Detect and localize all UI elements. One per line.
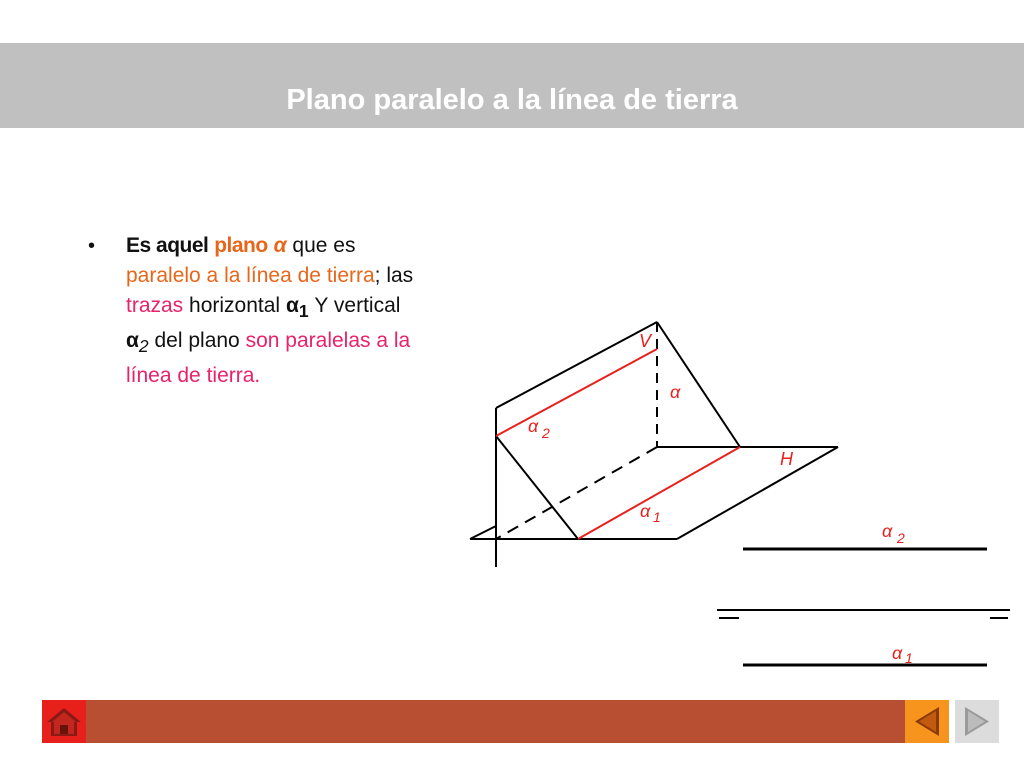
- alpha2-symbol: α: [126, 329, 139, 353]
- navigation-bar: [42, 700, 998, 743]
- text-trazas: trazas: [126, 294, 184, 317]
- bullet-text: [126, 231, 426, 391]
- proj-label-alpha2-symbol: α: [882, 521, 893, 541]
- label-v: V: [639, 331, 652, 351]
- text-alpha2: [126, 329, 149, 357]
- proj-label-alpha1-symbol: α: [892, 643, 903, 663]
- text-son-paralelas: son paralelas a la línea de tierra.: [126, 329, 411, 388]
- home-button[interactable]: [42, 700, 86, 743]
- text-las: ; las: [374, 264, 414, 287]
- text-horizontal: horizontal: [189, 294, 281, 317]
- v-plane-top-edge: [496, 322, 657, 408]
- trace-alpha1-line: [578, 447, 740, 539]
- next-slide-button[interactable]: [955, 700, 999, 743]
- h-plane-left-edge: [470, 526, 496, 539]
- text-y-vertical: Y vertical: [308, 294, 401, 317]
- label-alpha1-symbol: α: [640, 501, 651, 521]
- text-que-es: que es: [286, 234, 356, 257]
- text-alpha: α: [273, 234, 287, 257]
- label-alpha: α: [670, 382, 681, 402]
- h-plane-right-edge: [677, 447, 838, 539]
- home-icon: [42, 700, 86, 743]
- alpha2-subscript: 2: [138, 336, 149, 357]
- label-h: H: [780, 449, 793, 469]
- alpha1-subscript: 1: [298, 301, 309, 322]
- bullet-dot: •: [88, 235, 96, 257]
- text-alpha1: [285, 294, 309, 322]
- alpha1-symbol: α: [285, 294, 299, 317]
- projection-diagram: [460, 315, 1020, 690]
- proj-label-alpha2: [882, 521, 905, 546]
- text-del-plano: del plano: [154, 329, 240, 353]
- label-alpha2-symbol: α: [528, 416, 539, 436]
- label-alpha2: [528, 416, 550, 441]
- text-es-aquel: Es aquel: [126, 234, 209, 257]
- text-paralelo: paralelo a la línea de tierra: [126, 264, 375, 287]
- triangle-left-icon: [905, 700, 949, 743]
- alpha-plane-edge-lower: [496, 436, 578, 539]
- proj-label-alpha2-subscript: 2: [897, 530, 905, 546]
- label-alpha1: [640, 501, 661, 525]
- proj-label-alpha1: [892, 643, 913, 666]
- trace-alpha2-line: [496, 349, 657, 436]
- label-alpha2-subscript: 2: [542, 425, 550, 441]
- previous-slide-button[interactable]: [905, 700, 949, 743]
- slide-title: Plano paralelo a la línea de tierra: [286, 84, 738, 116]
- triangle-right-icon: [955, 700, 999, 743]
- proj-label-alpha1-subscript: 1: [905, 650, 913, 666]
- ground-line-dashed: [496, 447, 657, 539]
- label-alpha1-subscript: 1: [653, 509, 661, 525]
- text-plano: plano: [214, 234, 268, 257]
